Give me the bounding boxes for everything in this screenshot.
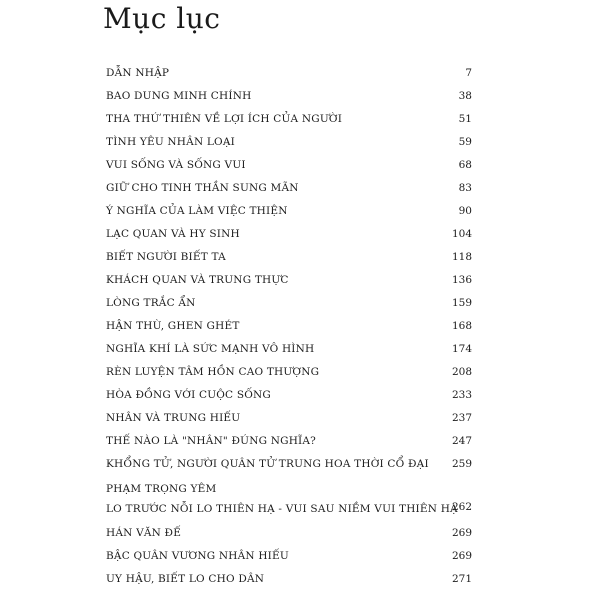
toc-entry-title: HÁN VĂN ĐẾ [106, 527, 182, 539]
toc-entry-page: 269 [451, 527, 472, 539]
toc-entry-page: 90 [458, 205, 472, 217]
toc-entry-title: DẪN NHẬP [106, 67, 170, 79]
toc-entry [106, 246, 472, 269]
toc-entry-title: HẬN THÙ, GHEN GHÉT [106, 320, 240, 332]
toc-entry-page: 104 [451, 228, 472, 240]
toc-entry-title: RÈN LUYỆN TÂM HỒN CAO THƯỢNG [106, 366, 320, 378]
toc-entry-title: THA THỨ THIÊN VỀ LỢI ÍCH CỦA NGƯỜI [106, 113, 343, 125]
toc-entry-page: 59 [458, 136, 472, 148]
toc-entry-title [106, 479, 458, 519]
toc-entry [106, 200, 472, 223]
toc-entry [106, 177, 472, 200]
toc-entry-title: TÌNH YÊU NHÂN LOẠI [106, 136, 235, 148]
toc-entry [106, 545, 472, 568]
toc-entry-title: KHÁCH QUAN VÀ TRUNG THỰC [106, 274, 289, 286]
toc-entry-page: 7 [465, 67, 472, 79]
toc-entry [106, 315, 472, 338]
toc-entry-title: LẠC QUAN VÀ HY SINH [106, 228, 240, 240]
toc-entry-title: BAO DUNG MINH CHÍNH [106, 90, 252, 102]
toc-entry [106, 131, 472, 154]
toc-entry [106, 407, 472, 430]
toc-entry-title: BIẾT NGƯỜI BIẾT TA [106, 251, 226, 263]
toc-entry [106, 476, 472, 522]
toc-entry [106, 568, 472, 591]
toc-entry-title: Ý NGHĨA CỦA LÀM VIỆC THIỆN [106, 205, 288, 217]
toc-entry-title: THẾ NÀO LÀ "NHÂN" ĐÚNG NGHĨA? [106, 435, 317, 447]
toc-entry-page: 83 [458, 182, 472, 194]
toc-entry-page: 247 [451, 435, 472, 447]
toc-entry-title: GIỮ CHO TINH THẦN SUNG MÃN [106, 182, 299, 194]
toc-entry-title: BẬC QUÂN VƯƠNG NHÂN HIẾU [106, 550, 289, 562]
toc-entry-page: 118 [451, 251, 472, 263]
toc-entry-title: VUI SỐNG VÀ SỐNG VUI [106, 159, 246, 171]
toc-entry-title: UY HẬU, BIẾT LO CHO DÂN [106, 573, 265, 585]
toc-entry-page: 159 [451, 297, 472, 309]
toc-entry-page: 233 [451, 389, 472, 401]
toc-entry [106, 430, 472, 453]
toc-entry [106, 85, 472, 108]
toc-entry-title: KHỔNG TỬ, NGƯỜI QUÂN TỬ TRUNG HOA THỜI CỔ ĐẠI [106, 458, 429, 470]
toc-entry [106, 453, 472, 476]
toc-entry-title: LÒNG TRẮC ẨN [106, 297, 196, 309]
toc-entry-page: 168 [451, 320, 472, 332]
toc-entry [106, 108, 472, 131]
toc-entry [106, 223, 472, 246]
toc-entry-page: 208 [451, 366, 472, 378]
toc-entry-heading: PHẠM TRỌNG YÊM [106, 483, 217, 495]
toc-entry [106, 269, 472, 292]
toc-entry-title: NGHĨA KHÍ LÀ SỨC MẠNH VÔ HÌNH [106, 343, 315, 355]
toc-entry-page: 259 [451, 458, 472, 470]
table-of-contents [106, 62, 472, 591]
toc-entry-title: NHÂN VÀ TRUNG HIẾU [106, 412, 241, 424]
toc-entry-page: 174 [451, 343, 472, 355]
toc-entry-page: 68 [458, 159, 472, 171]
toc-entry-page: 38 [458, 90, 472, 102]
toc-entry [106, 62, 472, 85]
page-title: Mục lục [103, 2, 221, 35]
toc-entry-page: 271 [451, 573, 472, 585]
toc-entry-page: 262 [451, 501, 472, 513]
toc-entry [106, 338, 472, 361]
toc-entry-subtitle: LO TRƯỚC NỖI LO THIÊN HẠ - VUI SAU NIỀM VUI THIÊN HẠ [106, 503, 458, 515]
toc-entry-page: 269 [451, 550, 472, 562]
toc-entry-page: 51 [458, 113, 472, 125]
toc-entry [106, 522, 472, 545]
toc-entry-page: 237 [451, 412, 472, 424]
toc-entry [106, 384, 472, 407]
toc-entry-title: HÒA ĐỒNG VỚI CUỘC SỐNG [106, 389, 271, 401]
toc-entry [106, 292, 472, 315]
toc-entry [106, 154, 472, 177]
toc-entry [106, 361, 472, 384]
toc-entry-page: 136 [451, 274, 472, 286]
